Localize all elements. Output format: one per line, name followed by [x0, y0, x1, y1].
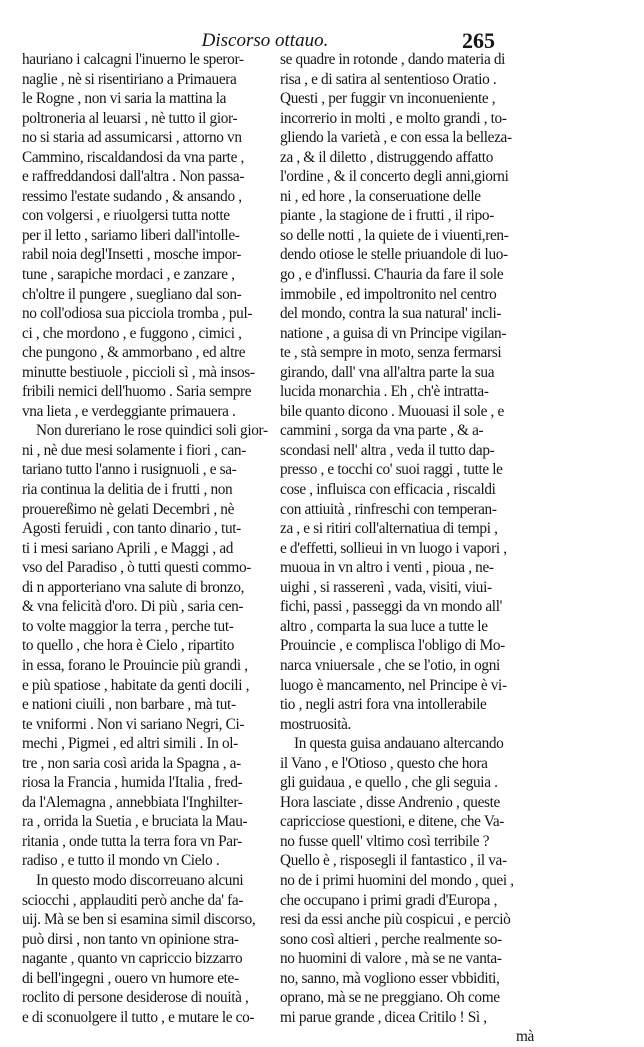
text-line: di bell'ingegni , ouero vn humore ete- [22, 969, 239, 987]
text-line: & vna felicità d'oro. Di più , saria cen- [22, 598, 244, 616]
text-line: sono così altieri , perche realmente so- [280, 930, 502, 948]
text-line: risa , e di satira al sententioso Oratio . [280, 70, 497, 88]
text-line: il Vano , e l'Otioso , questo che hora [280, 754, 488, 772]
text-line: bile quanto dicono . Muouasi il sole , e [280, 402, 504, 420]
text-line: gli guidaua , e quello , che gli seguia . [280, 774, 498, 792]
text-line: da l'Alemagna , annebbiata l'Inghilter- [22, 793, 243, 811]
text-line: poltroneria al leuarsi , nè tutto il gior- [22, 109, 238, 127]
text-line: immobile , ed impoltronito nel centro [280, 285, 497, 303]
text-line: tio , negli astri fora vna intollerabile [280, 696, 487, 714]
text-line: di n apporteriano vna salute di bronzo, [22, 578, 245, 596]
text-line: za , e si ritiri coll'alternatiua di tempi , [280, 520, 498, 538]
text-line: naglie , nè si risentiriano a Primauera [22, 70, 237, 88]
text-line: tune , sarapiche mordaci , e zanzare , [22, 266, 235, 284]
text-line: fichi, passi , passeggi da vn mondo all' [280, 598, 502, 616]
text-line: vso del Paradiso , ò tutti questi commo- [22, 559, 252, 577]
text-line: con volgersi , e riuolgersi tutta notte [22, 207, 230, 225]
text-line: scondasi nell' altra , veda il tutto dap- [280, 441, 495, 459]
text-line: in essa, forano le Prouincie più grandi , [22, 656, 248, 674]
right-text-column [280, 50, 534, 1047]
text-line: te , stà sempre in moto, senza fermarsi [280, 344, 502, 362]
text-line: e raffreddandosi dall'altra . Non passa- [22, 168, 245, 186]
text-line: gliendo la varietà , e con essa la belleza- [280, 129, 512, 147]
text-line: ressimo l'estate sudando , & ansando , [22, 187, 242, 205]
text-line: che occupano i primi gradi d'Europa , [280, 891, 498, 909]
text-line: ti i mesi sariano Aprili , e Maggi , ad [22, 539, 234, 557]
text-line: uij. Mà se ben si esamina simil discorso, [22, 911, 256, 929]
text-line: altro , comparta la sua luce a tutte le [280, 617, 488, 635]
text-line: fribili nemici dell'huomo . Saria sempre [22, 383, 252, 401]
text-line: narca vniuersale , che se l'otio, in ogni [280, 656, 500, 674]
text-line: le Rogne , non vi saria la mattina la [22, 90, 227, 108]
text-line: vna lieta , e verdeggiante primauera . [22, 402, 236, 420]
text-line: luogo è mancamento, nel Principe è vi- [280, 676, 507, 694]
text-line: dendo otiose le stelle priuandole di luo- [280, 246, 508, 264]
text-line: presso , e tocchi co' suoi raggi , tutte le [280, 461, 503, 479]
text-line: incorrerio in molti , e molto grandi , to- [280, 109, 507, 127]
text-line: cammini , sorga da vna parte , & a- [280, 422, 484, 440]
text-line: ci , che mordono , e fuggono , cimici , [22, 324, 242, 342]
text-line: e di sconuolgere il tutto , e mutare le co- [22, 1008, 255, 1026]
text-line: to quello , che hora è Cielo , ripartito [22, 637, 234, 655]
text-line: Prouincie , e complisca l'obligo di Mo- [280, 637, 505, 655]
text-line: riosa la Francia , humida l'Italia , fred- [22, 774, 243, 792]
text-line: ra , orrida la Suetia , e bruciata la Mau- [22, 813, 248, 831]
text-line: girando, dall' vna all'altra parte la sua [280, 363, 495, 381]
text-line: Non dureriano le rose quindici soli gior- [36, 422, 268, 440]
text-line: se quadre in rotonde , dando materia di [280, 51, 506, 68]
text-line: Hora lasciate , disse Andrenio , queste [280, 793, 500, 811]
text-line: Cammino, riscaldandosi da vna parte , [22, 148, 244, 166]
text-line: oprano, mà se ne preggiano. Oh come [280, 989, 500, 1007]
text-line: no si staria ad assumicarsi , attorno vn [22, 129, 242, 147]
text-line: tariano tutto l'anno i rusignuoli , e sa- [22, 461, 237, 479]
text-line: tre , non saria così arida la Spagna , a- [22, 754, 241, 772]
text-line: no coll'odiosa sua picciola tromba , pul- [22, 305, 253, 323]
text-line: capricciose questioni, e ditene, che Va- [280, 813, 504, 831]
text-line: e nationi ciuili , non barbare , mà tut- [22, 696, 236, 714]
text-line: e più spatiose , habitate da genti docili , [22, 676, 250, 694]
text-line: piante , la stagione de i frutti , il ripo- [280, 207, 494, 225]
text-line: to volte maggior la terra , perche tut- [22, 617, 234, 635]
text-line: può dirsi , non tanto vn opinione stra- [22, 930, 239, 948]
text-line: Agosti feruidi , con tanto dinario , tut- [22, 520, 241, 538]
text-line: lucida monarchia . Eh , ch'è intratta- [280, 383, 489, 401]
text-line: te vniformi . Non vi sariano Negri, Ci- [22, 715, 245, 733]
text-line: so delle notti , la quiete de i viuenti,ren- [280, 226, 509, 244]
text-line: ria continua la delitia de i frutti , non [22, 481, 233, 499]
text-line: resi da essi anche più cospicui , e perciò [280, 911, 511, 929]
text-line: minutte bestiuole , piccioli sì , mà insos- [22, 363, 255, 381]
text-line: no huomini di valore , mà se ne vanta- [280, 950, 502, 968]
text-line: Questi , per fuggir vn inconueniente , [280, 90, 496, 108]
text-line: uighi , si rasserenì , vada, visiti, viui- [280, 578, 492, 596]
catchword: mà [516, 1028, 534, 1046]
text-line: ni , ed hore , la conseruatione delle [280, 187, 481, 205]
text-line: za , & il diletto , distruggendo affatto [280, 148, 493, 166]
text-line: no de i primi huomini del mondo , quei , [280, 871, 514, 889]
text-line: sciocchi , applauditi però anche da' fa- [22, 891, 244, 909]
text-line: ch'oltre il pungere , suegliano dal son- [22, 285, 242, 303]
text-line: hauriano i calcagni l'inuerno le speror- [22, 51, 244, 68]
text-line: Quello è , risposegli il fantastico , il va- [280, 852, 507, 870]
text-line: mostruosità. [280, 715, 352, 733]
text-line: roclito di persone desiderose di nouità , [22, 989, 249, 1007]
text-line: ni , nè due mesi solamente i fiori , can- [22, 441, 246, 459]
text-line: In questo modo discorreuano alcuni [36, 871, 244, 889]
text-line: nagante , quanto vn capriccio bizzarro [22, 950, 243, 968]
text-line: rabil noia degl'Insetti , mosche impor- [22, 246, 242, 264]
page-number: 265 [462, 28, 495, 53]
text-line: natione , a guisa di vn Principe vigilan- [280, 324, 507, 342]
text-line: per il letto , sariamo liberi dall'intolle- [22, 226, 240, 244]
text-line: l'ordine , & il concerto degli anni,giorni [280, 168, 509, 186]
text-line: muoua in vn altro i venti , pioua , ne- [280, 559, 494, 577]
text-line: radiso , e tutto il mondo vn Cielo . [22, 852, 220, 870]
text-line: prouereßimo nè gelati Decembri , nè [22, 500, 235, 518]
text-line: no fusse quell' vltimo così terribile ? [280, 832, 490, 850]
text-line: e d'effetti, sollieui in vn luogo i vapori , [280, 539, 507, 557]
text-line: mi parue grande , dicea Critilo ! Sì , [280, 1008, 487, 1026]
text-line: In questa guisa andauano altercando [294, 735, 504, 753]
text-line: del mondo, contra la sua natural' incli- [280, 305, 502, 323]
running-header-title: Discorso ottauo. [201, 30, 329, 51]
text-line: go , e d'influssi. C'hauria da fare il sole [280, 266, 504, 284]
text-line: no, sanno, mà vogliono esser vbbiditi, [280, 969, 500, 987]
text-line: ritania , onde tutta la terra fora vn Par- [22, 832, 242, 850]
text-line: mechi , Pigmei , ed altri simili . In ol- [22, 735, 238, 753]
text-line: che pungono , & ammorbano , ed altre [22, 344, 246, 362]
left-text-column [22, 50, 274, 1027]
text-line: con attiuità , rinfreschi con temperan- [280, 500, 497, 518]
text-line: cose , influisca con efficacia , riscaldi [280, 481, 496, 499]
